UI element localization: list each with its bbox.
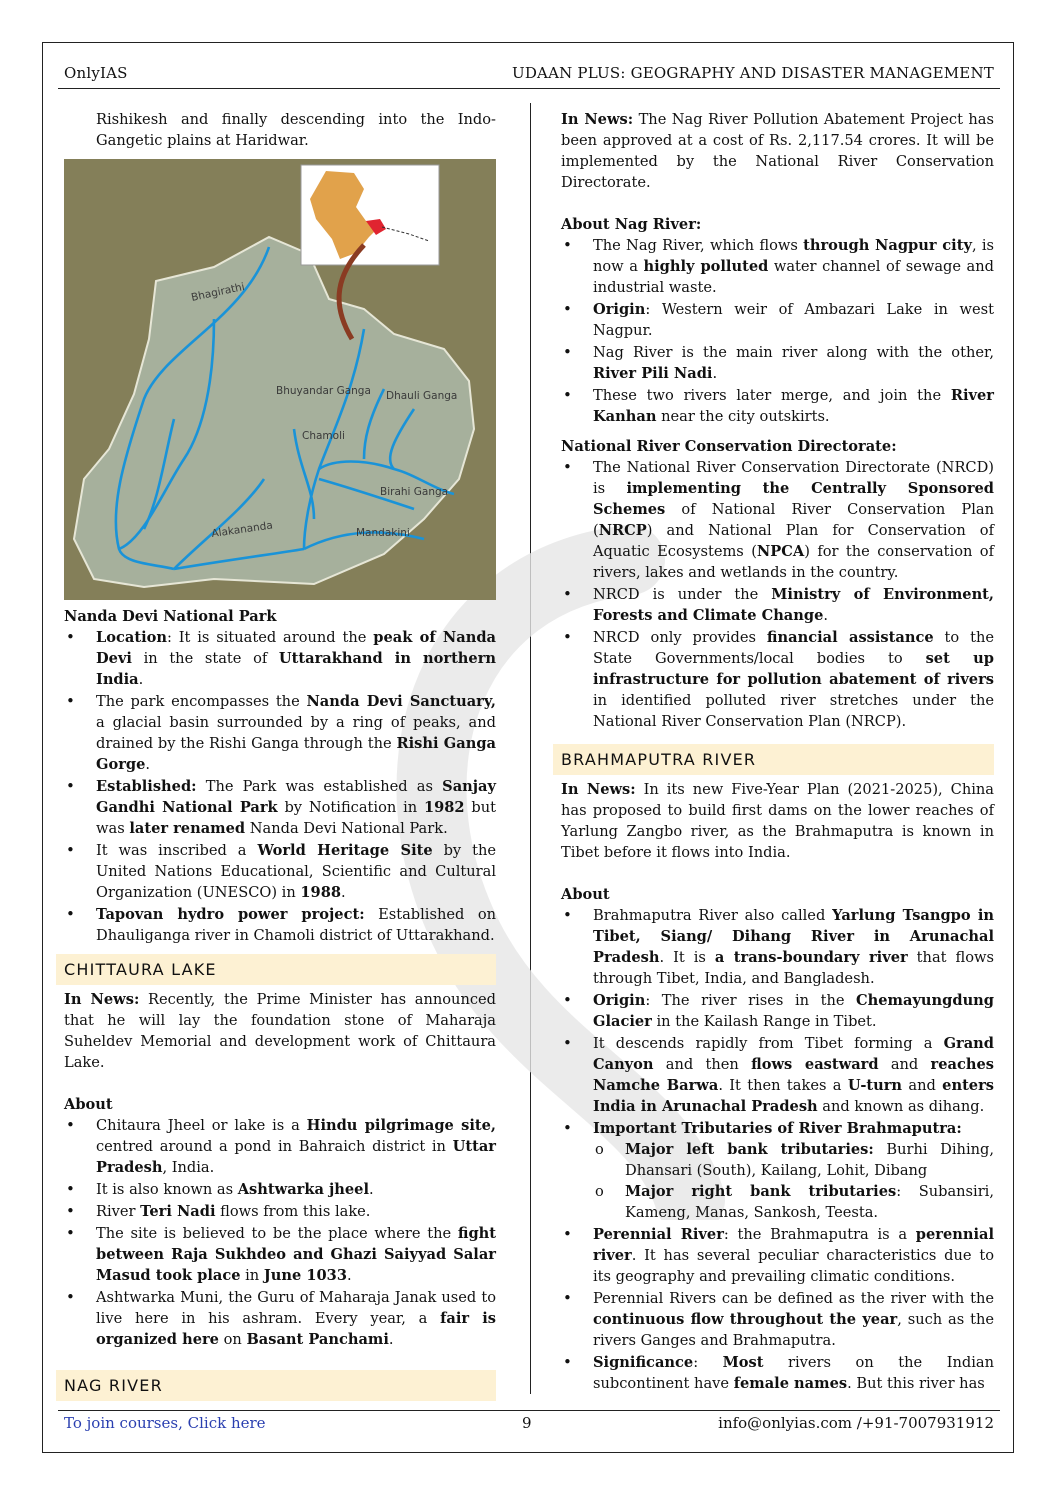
list-item: • It is also known as Ashtwarka jheel. [64, 1179, 496, 1200]
label-dhauli: Dhauli Ganga [386, 390, 458, 402]
nag-news: In News: The Nag River Pollution Abatement Project has been approved at a cost of Rs. 2,117.54 crores. It will be implemented by the National River Conservation Directorate. [561, 111, 994, 191]
list-item: • River Teri Nadi flows from this lake. [64, 1201, 496, 1222]
list-item: • Ashtwarka Muni, the Guru of Maharaja Janak used to live here in his ashram. Every year, a fair is organized here on Basant Panchami. [64, 1287, 496, 1350]
nag-about: About Nag River: [561, 216, 702, 233]
chittaura-list [64, 1115, 496, 1350]
list-item: • NRCD is under the Ministry of Environment, Forests and Climate Change. [561, 584, 994, 626]
nag-river-heading: NAG RIVER [56, 1370, 496, 1401]
list-item: • The National River Conservation Directorate (NRCD) is implementing the Centrally Sponsored Schemes of National River Conservation Plan (NRCP) and National Plan for Conservation of Aquatic Ecosystems (NPCA) for the conservation of rivers, lakes and wetlands in the country. [561, 457, 994, 583]
footer-rule [58, 1410, 1000, 1411]
label-chamoli: Chamoli [302, 430, 345, 442]
chittaura-heading: CHITTAURA LAKE [56, 954, 496, 985]
header-brand: OnlyIAS [64, 64, 128, 82]
header-title: UDAAN PLUS: GEOGRAPHY AND DISASTER MANAGEMENT [511, 64, 994, 82]
uttarakhand-region [74, 237, 474, 587]
list-item: • These two rivers later merge, and join the River Kanhan near the city outskirts. [561, 385, 994, 427]
nrcd-list [561, 457, 994, 732]
right-column [561, 109, 994, 1395]
brahmaputra-list [561, 905, 994, 1394]
header-rule [58, 88, 1000, 89]
brahmaputra-heading: BRAHMAPUTRA RIVER [553, 744, 994, 775]
chittaura-news: In News: Recently, the Prime Minister has announced that he will lay the foundation stone of Maharaja Suheldev Memorial and development work of Chittaura Lake. [64, 991, 496, 1071]
join-courses-link[interactable]: To join courses, Click here [64, 1414, 266, 1432]
tributary-list [593, 1139, 994, 1223]
list-item: • The park encompasses the Nanda Devi Sanctuary, a glacial basin surrounded by a ring of peaks, and drained by the Rishi Ganga through the Rishi Ganga Gorge. [64, 691, 496, 775]
nag-list [561, 235, 994, 427]
list-item: • Location: It is situated around the peak of Nanda Devi in the state of Uttarakhand in northern India. [64, 627, 496, 690]
nanda-devi-title: Nanda Devi National Park [64, 608, 277, 625]
page-number: 9 [522, 1414, 532, 1432]
list-item: • Nag River is the main river along with the other, River Pili Nadi. [561, 342, 994, 384]
contact-info: info@onlyias.com /+91-7007931912 [718, 1414, 994, 1432]
label-mandakini: Mandakini [356, 527, 410, 539]
list-item: • It descends rapidly from Tibet forming a Grand Canyon and then flows eastward and reaches Namche Barwa. It then takes a U-turn and enters India in Arunachal Pradesh and known as dihang. [561, 1033, 994, 1117]
column-divider [530, 103, 531, 1394]
list-item: • Important Tributaries of River Brahmaputra: o Major left bank tributaries: Burhi Dihing, Dhansari (South), Kailang, Lohit, Dibang o Major right bank tributaries: Subansiri, Kameng, Manas, Sankosh, Teesta. [561, 1118, 994, 1223]
list-item: o Major left bank tributaries: Burhi Dihing, Dhansari (South), Kailang, Lohit, Dibang [593, 1139, 994, 1181]
label-bhuyandar: Bhuyandar Ganga [276, 385, 371, 397]
list-item: • Perennial Rivers can be defined as the river with the continuous flow throughout the year, such as the rivers Ganges and Brahmaputra. [561, 1288, 994, 1351]
label-bhagirathi: Bhagirathi [190, 280, 246, 304]
nanda-devi-list [64, 627, 496, 946]
left-column [64, 109, 496, 1405]
list-item: • The Nag River, which flows through Nagpur city, is now a highly polluted water channel of sewage and industrial waste. [561, 235, 994, 298]
list-item: • Established: The Park was established as Sanjay Gandhi National Park by Notification in 1982 but was later renamed Nanda Devi National Park. [64, 776, 496, 839]
label-birahi: Birahi Ganga [380, 486, 449, 498]
list-item: • Chitaura Jheel or lake is a Hindu pilgrimage site, centred around a pond in Bahraich district in Uttar Pradesh, India. [64, 1115, 496, 1178]
brahmaputra-news: In News: In its new Five-Year Plan (2021-2025), China has proposed to build first dams on the lower reaches of Yarlung Zangbo river, as the Brahmaputra is known in Tibet before it flows into India. [561, 781, 994, 861]
list-item: • Tapovan hydro power project: Established on Dhauliganga river in Chamoli district of Uttarakhand. [64, 904, 496, 946]
list-item: • Origin: Western weir of Ambazari Lake in west Nagpur. [561, 299, 994, 341]
list-item: • Perennial River: the Brahmaputra is a perennial river. It has several peculiar characteristics due to its geography and prevailing climatic conditions. [561, 1224, 994, 1287]
list-item: • It was inscribed a World Heritage Site by the United Nations Educational, Scientific and Cultural Organization (UNESCO) in 1988. [64, 840, 496, 903]
brahmaputra-about: About [561, 886, 610, 903]
list-item: • The site is believed to be the place where the fight between Raja Sukhdeo and Ghazi Saiyyad Salar Masud took place in June 1033. [64, 1223, 496, 1286]
nrcd-title: National River Conservation Directorate: [561, 438, 897, 455]
list-item: • NRCD only provides financial assistance to the State Governments/local bodies to set up infrastructure for pollution abatement of rivers in identified polluted river stretches under the National River Conservation Plan (NRCP). [561, 627, 994, 732]
list-item: • Brahmaputra River also called Yarlung Tsangpo in Tibet, Siang/ Dihang River in Arunachal Pradesh. It is a trans-boundary river that flows through Tibet, India, and Bangladesh. [561, 905, 994, 989]
river-map [64, 159, 496, 600]
label-alakananda: Alakananda [210, 519, 274, 540]
list-item: o Major right bank tributaries: Subansiri, Kameng, Manas, Sankosh, Teesta. [593, 1181, 994, 1223]
list-item: • Origin: The river rises in the Chemayungdung Glacier in the Kailash Range in Tibet. [561, 990, 994, 1032]
intro-text: Rishikesh and finally descending into the Indo-Gangetic plains at Haridwar. [96, 111, 496, 149]
chittaura-about: About [64, 1096, 113, 1113]
list-item: • Significance: Most rivers on the Indian subcontinent have female names. But this river has [561, 1352, 994, 1394]
